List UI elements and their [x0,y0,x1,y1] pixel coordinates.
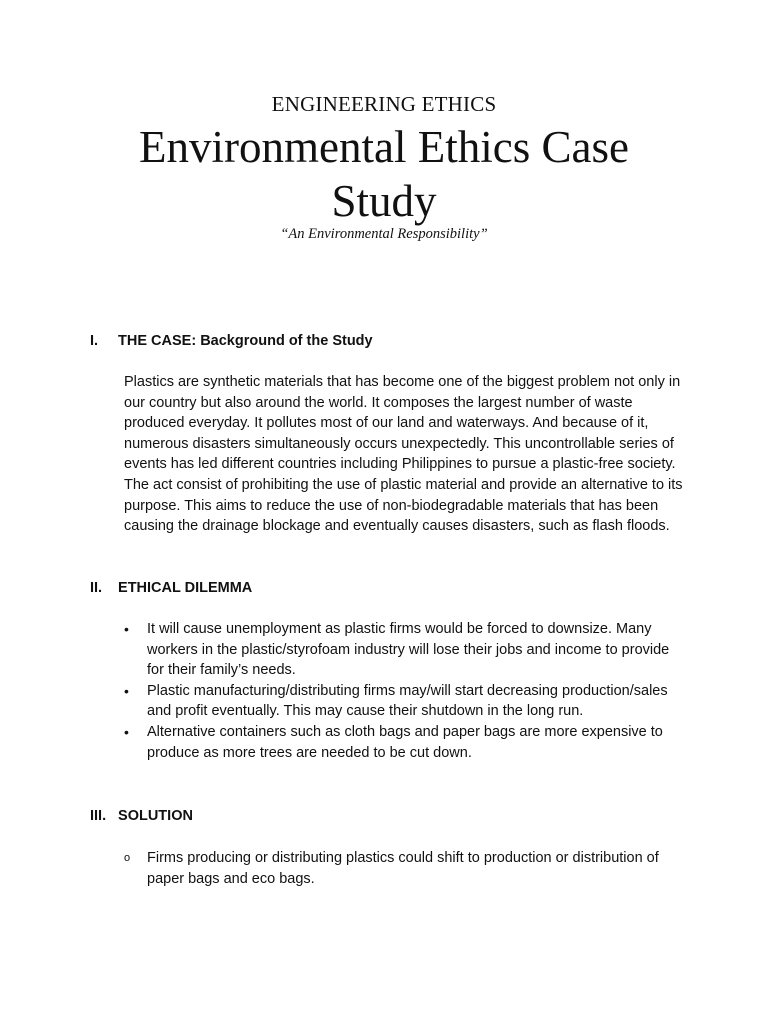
section-title: THE CASE: Background of the Study [118,333,373,349]
section-heading-case [90,333,373,349]
list-item-text: Firms producing or distributing plastics could shift to production or distribution of paper bags and eco bags. [147,850,659,887]
section-number: II. [90,580,103,596]
list-item [124,619,684,681]
title-line-1: Environmental Ethics Case [139,122,629,172]
solution-list [124,848,684,889]
document-title [0,120,768,228]
list-item [124,722,684,763]
list-item-text: Alternative containers such as cloth bags and paper bags are more expensive to produce as more trees are needed to be cut down. [147,723,663,761]
section-heading-dilemma [90,580,252,596]
list-item-text: Plastic manufacturing/distributing firms may/will start decreasing production/sales and profit eventually. This may cause their shutdown in the long run. [147,682,668,720]
circle-bullet-icon: o [124,852,131,864]
bullet-icon: • [124,723,129,740]
bullet-icon: • [124,621,129,637]
document-subtitle: “An Environmental Responsibility” [280,226,488,242]
section-number: I. [90,333,99,349]
list-item [124,681,684,722]
section-title: ETHICAL DILEMMA [118,580,253,596]
list-item [124,848,684,889]
document-kicker: ENGINEERING ETHICS [271,92,497,116]
list-item-text: It will cause unemployment as plastic firms would be forced to downsize. Many workers in the plastic/styrofoam industry will lose their jobs and income to provide for their family’s needs. [147,621,670,679]
section-number: III. [90,808,107,824]
paragraph-text: Plastics are synthetic materials that has become one of the biggest problem not only in our country but also around the world. It composes the largest number of waste produced everyday. It pollutes most of our land and waterways. And because of it, numerous disasters simultaneously occurs unexpectedly. This uncontrollable series of events has led different countries including Philippines to pursue a plastic-free society. The act consist of prohibiting the use of plastic material and provide an alternative to its purpose. This aims to reduce the use of non-biodegradable materials that has been causing the drainage blockage and eventually causes disasters, such as flash floods. [124,374,683,535]
dilemma-list [124,619,684,763]
background-paragraph [124,372,684,537]
section-heading-solution [90,808,193,824]
section-title: SOLUTION [118,808,193,824]
bullet-icon: • [124,682,129,699]
title-line-2: Study [331,176,437,226]
